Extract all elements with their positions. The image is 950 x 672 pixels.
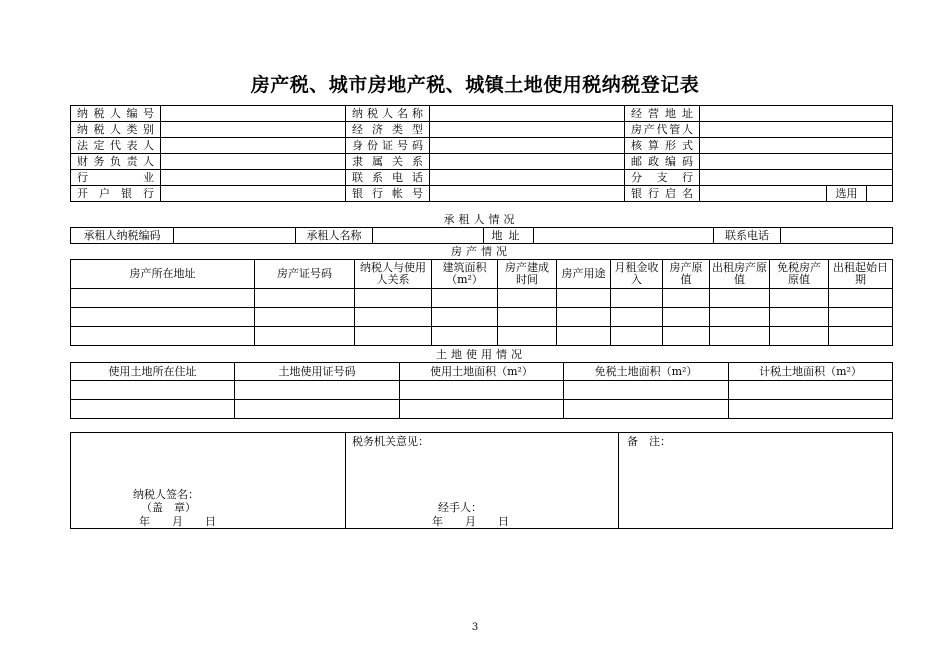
label-lessee-address: 地址 (484, 228, 534, 244)
handler-date: 年 月 日 (432, 515, 509, 528)
table-row (71, 400, 893, 419)
label-economic-type: 经济类型 (346, 122, 430, 138)
tax-opinion-cell[interactable] (346, 433, 619, 529)
field-lessee-phone[interactable] (781, 228, 893, 244)
field-bank-account[interactable] (430, 186, 625, 202)
header-building-area: 建筑面积（m²） (432, 260, 498, 289)
field-postal-code[interactable] (700, 154, 893, 170)
field-affiliation[interactable] (430, 154, 625, 170)
label-taxpayer-name: 纳税人名称 (346, 106, 430, 122)
header-property-cert: 房产证号码 (255, 260, 355, 289)
field-select[interactable] (867, 186, 893, 202)
header-build-time: 房产建成时间 (498, 260, 557, 289)
remarks-label: 备 注： (627, 435, 671, 448)
header-rental-value: 出租房产原值 (710, 260, 770, 289)
header-exempt-value: 免税房产原值 (770, 260, 829, 289)
label-phone: 联系电话 (346, 170, 430, 186)
header-monthly-rent: 月租金收入 (611, 260, 663, 289)
label-lessee-name: 承租人名称 (296, 228, 373, 244)
property-table (70, 259, 893, 346)
table-row (71, 327, 893, 346)
header-usage: 房产用途 (557, 260, 611, 289)
table-row (71, 289, 893, 308)
label-legal-rep: 法定代表人 (71, 138, 161, 154)
signature-label: 纳税人签名： (133, 488, 199, 501)
field-economic-type[interactable] (430, 122, 625, 138)
land-table (70, 362, 893, 419)
label-business-address: 经营地址 (625, 106, 700, 122)
table-row (71, 381, 893, 400)
field-bank[interactable] (161, 186, 346, 202)
signature-date: 年 月 日 (139, 515, 216, 528)
label-bank-account: 银行帐号 (346, 186, 430, 202)
field-lessee-address[interactable] (534, 228, 714, 244)
header-rent-start: 出租起始日期 (829, 260, 893, 289)
field-taxpayer-type[interactable] (161, 122, 346, 138)
section-property: 房产情况 (451, 245, 511, 258)
taxpayer-signature-cell[interactable] (71, 433, 346, 529)
signature-table (70, 432, 893, 529)
field-bank-enable[interactable] (700, 186, 827, 202)
form-title: 房产税、城市房地产税、城镇土地使用税纳税登记表 (250, 74, 700, 96)
field-accounting-form[interactable] (700, 138, 893, 154)
label-bank: 开户银行 (71, 186, 161, 202)
header-property-address: 房产所在地址 (71, 260, 255, 289)
field-phone[interactable] (430, 170, 625, 186)
tax-opinion-label: 税务机关意见： (352, 435, 429, 448)
page-number: 3 (471, 622, 479, 633)
field-id-number[interactable] (430, 138, 625, 154)
field-lessee-name[interactable] (373, 228, 484, 244)
seal-label: （盖 章） (141, 501, 196, 514)
label-taxpayer-no: 纳税人编号 (71, 106, 161, 122)
section-lessee: 承租人情况 (443, 213, 519, 226)
label-property-custodian: 房产代管人 (625, 122, 700, 138)
header-land-taxable: 计税土地面积（m²） (729, 363, 893, 381)
header-land-cert: 土地使用证号码 (235, 363, 400, 381)
label-id-number: 身份证号码 (346, 138, 430, 154)
field-legal-rep[interactable] (161, 138, 346, 154)
field-taxpayer-name[interactable] (430, 106, 625, 122)
label-postal-code: 邮政编码 (625, 154, 700, 170)
header-land-address: 使用土地所在住址 (71, 363, 235, 381)
table-row (71, 308, 893, 327)
label-accounting-form: 核算形式 (625, 138, 700, 154)
label-lessee-phone: 联系电话 (714, 228, 781, 244)
field-branch[interactable] (700, 170, 893, 186)
header-relation: 纳税人与使用人关系 (355, 260, 432, 289)
label-industry: 行业 (71, 170, 161, 186)
label-lessee-code: 承租人纳税编码 (71, 228, 174, 244)
section-land: 土地使用情况 (436, 348, 526, 361)
label-finance-head: 财务负责人 (71, 154, 161, 170)
handler-label: 经手人： (438, 501, 482, 514)
field-finance-head[interactable] (161, 154, 346, 170)
label-select: 选用 (827, 186, 867, 202)
label-branch: 分支行 (625, 170, 700, 186)
header-original-value: 房产原值 (663, 260, 710, 289)
label-bank-enable: 银行启名 (625, 186, 700, 202)
remarks-cell[interactable] (619, 433, 893, 529)
header-land-area: 使用土地面积（m²） (400, 363, 564, 381)
label-taxpayer-type: 纳税人类别 (71, 122, 161, 138)
basic-info-table (70, 105, 893, 202)
field-taxpayer-no[interactable] (161, 106, 346, 122)
field-business-address[interactable] (700, 106, 893, 122)
lessee-table (70, 227, 893, 244)
field-property-custodian[interactable] (700, 122, 893, 138)
header-land-exempt: 免税土地面积（m²） (564, 363, 729, 381)
field-lessee-code[interactable] (174, 228, 296, 244)
field-industry[interactable] (161, 170, 346, 186)
label-affiliation: 隶属关系 (346, 154, 430, 170)
